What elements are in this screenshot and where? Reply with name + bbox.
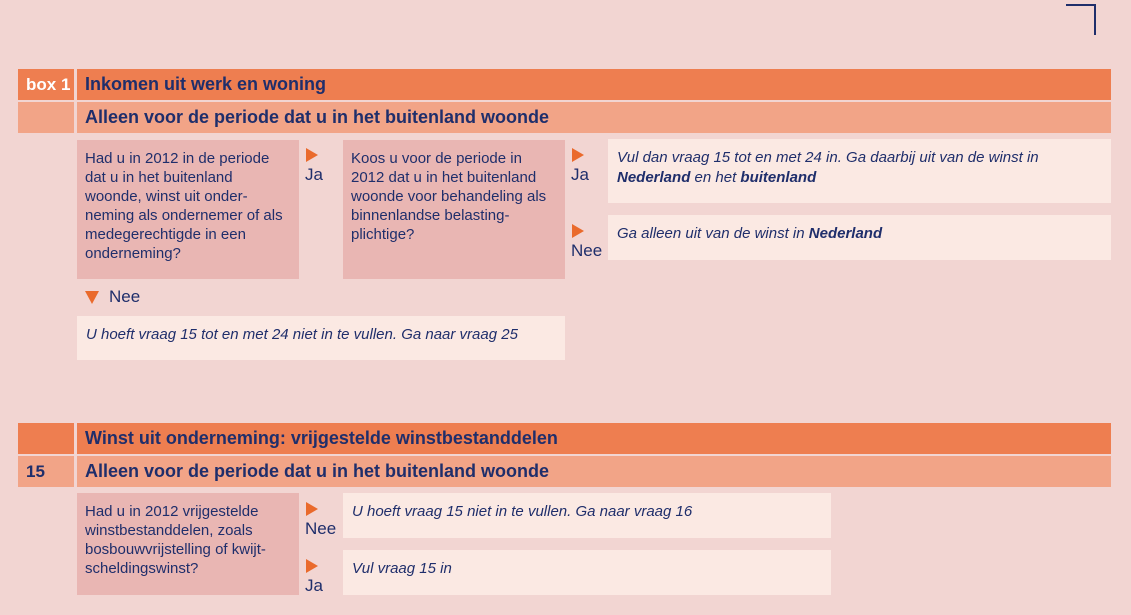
answer-bold: Nederland — [617, 169, 691, 186]
answer-bold: Nederland — [808, 225, 883, 242]
answer-box-skip — [77, 316, 565, 360]
answer-text: Vul vraag 15 in — [352, 560, 452, 577]
answer-box-yes — [343, 550, 831, 595]
question-box-3 — [77, 493, 299, 595]
arrow-right-icon — [572, 224, 584, 238]
section-subtitle: Alleen voor de periode dat u in het buitenland woonde — [77, 456, 1111, 487]
flow-label: Ja — [571, 165, 589, 184]
flow-label: Ja — [305, 165, 323, 184]
arrow-right-icon — [306, 148, 318, 162]
question-text: Had u in 2012 vrijgestelde winstbestanddelen, zoals bosbouwvrijstelling of kwijt-scheldingswinst? — [85, 503, 266, 577]
question-text: Had u in 2012 in de periode dat u in het buitenland woonde, winst uit onder-neming als ondernemer of als medegerechtigde in een onderneming? — [85, 150, 283, 262]
arrow-down-icon — [85, 291, 99, 304]
arrow-right-icon — [306, 559, 318, 573]
flow-yes-1 — [305, 148, 323, 185]
flow-no-1 — [85, 287, 140, 307]
answer-text: U hoeft vraag 15 tot en met 24 niet in te vullen. Ga naar vraag 25 — [86, 326, 518, 343]
flow-no-3 — [305, 502, 336, 539]
flow-yes-3 — [305, 559, 323, 596]
flow-label: Nee — [109, 287, 141, 306]
answer-bold: buitenland — [740, 169, 817, 186]
section-title: Winst uit onderneming: vrijgestelde winstbestanddelen — [77, 423, 1111, 454]
answer-box-no — [608, 215, 1111, 260]
question-number: 15 — [18, 456, 74, 487]
section-title: Inkomen uit werk en woning — [77, 69, 1111, 100]
answer-box-no — [343, 493, 831, 538]
answer-text: en het — [690, 169, 741, 186]
arrow-right-icon — [306, 502, 318, 516]
box-label: box 1 — [18, 69, 74, 100]
section-subtitle: Alleen voor de periode dat u in het buitenland woonde — [77, 102, 1111, 133]
flow-label: Nee — [571, 241, 603, 260]
answer-text: Ga alleen uit van de winst in — [617, 225, 809, 242]
question-box-2 — [343, 140, 565, 279]
answer-text: U hoeft vraag 15 niet in te vullen. Ga naar vraag 16 — [352, 503, 693, 520]
arrow-right-icon — [572, 148, 584, 162]
flow-label: Nee — [305, 519, 337, 538]
question-box-1 — [77, 140, 299, 279]
answer-box-yes — [608, 139, 1111, 203]
crop-mark — [1066, 4, 1096, 35]
answer-text: Vul dan vraag 15 tot en met 24 in. Ga daarbij uit van de winst in — [617, 149, 1039, 166]
flow-yes-2 — [571, 148, 589, 185]
question-text: Koos u voor de periode in 2012 dat u in het buitenland woonde voor behandeling als binnenlandse belasting-plichtige? — [351, 150, 547, 243]
box-label-spacer — [18, 102, 74, 133]
question-number-spacer — [18, 423, 74, 454]
flow-label: Ja — [305, 576, 323, 595]
flow-no-2 — [571, 224, 602, 261]
